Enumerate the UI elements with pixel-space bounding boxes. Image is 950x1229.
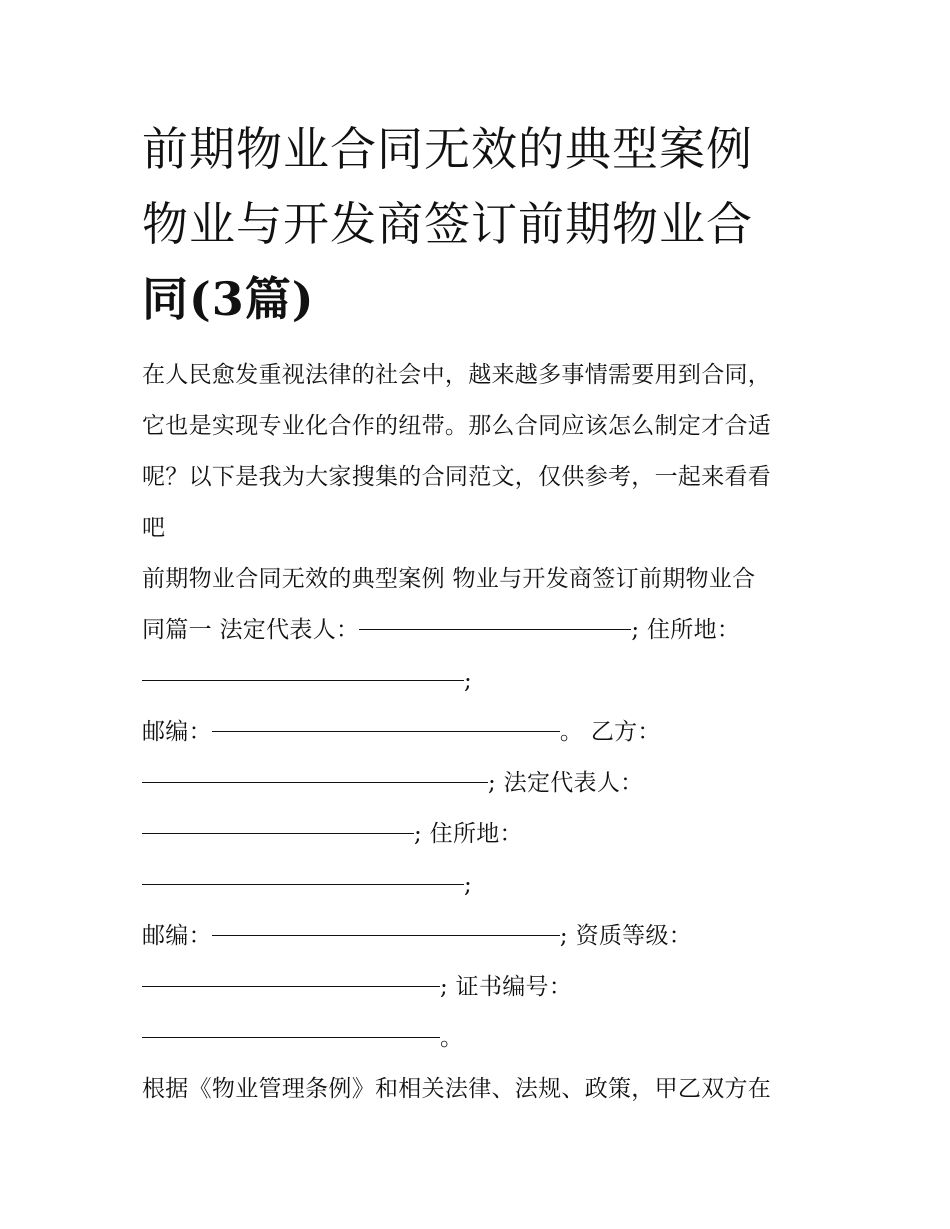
- postcode-label-a: 邮编：: [142, 719, 212, 745]
- certificate-label: ; 证书编号：: [440, 974, 573, 1000]
- certificate-line: [142, 1013, 822, 1064]
- party-b-line: [142, 758, 822, 809]
- address-label-b: ; 住所地：: [414, 821, 523, 847]
- section-heading-line-1: 前期物业合同无效的典型案例 物业与开发商签订前期物业合: [142, 566, 756, 592]
- postcode-blank-b[interactable]: [212, 935, 560, 936]
- party-b-label: 。 乙方：: [559, 719, 661, 745]
- document-page: [142, 112, 822, 1115]
- legal-rep-line-b: [142, 809, 822, 860]
- address-line-b: [142, 860, 822, 911]
- party-b-blank[interactable]: [142, 782, 488, 783]
- legal-rep-blank-b[interactable]: [142, 833, 414, 834]
- postcode-line-a: [142, 707, 822, 758]
- address-blank-a[interactable]: [142, 680, 464, 681]
- contract-body: [142, 554, 822, 1115]
- qualification-blank[interactable]: [142, 986, 440, 987]
- end-period: 。: [440, 1025, 464, 1051]
- qualification-line: [142, 962, 822, 1013]
- semicolon-b: ;: [464, 872, 473, 898]
- legal-rep-label-b: ; 法定代表人：: [488, 770, 644, 796]
- intro-line-2: 它也是实现专业化合作的纽带。那么合同应该怎么制定才合适: [142, 413, 772, 439]
- legal-rep-blank[interactable]: [359, 629, 631, 630]
- address-blank-b[interactable]: [142, 884, 464, 885]
- intro-paragraph: [142, 350, 822, 554]
- postcode-line-b: [142, 911, 822, 962]
- title-line-1: 前期物业合同无效的典型案例: [142, 122, 753, 176]
- intro-line-3: 呢？以下是我为大家搜集的合同范文，仅供参考，一起来看看: [142, 464, 772, 490]
- address-line-a: [142, 656, 822, 707]
- certificate-blank[interactable]: [142, 1037, 440, 1038]
- intro-line-1: 在人民愈发重视法律的社会中，越来越多事情需要用到合同，: [142, 362, 772, 388]
- document-title: [142, 112, 822, 337]
- section-heading-line-2: [142, 605, 822, 656]
- postcode-label-b: 邮编：: [142, 923, 212, 949]
- closing-line: 根据《物业管理条例》和相关法律、法规、政策，甲乙双方在: [142, 1076, 772, 1102]
- intro-line-4: 吧: [142, 515, 166, 541]
- title-line-3: 同(3篇): [142, 272, 315, 326]
- qualification-label: ; 资质等级：: [559, 923, 693, 949]
- postcode-blank-a[interactable]: [212, 731, 560, 732]
- title-line-2: 物业与开发商签订前期物业合: [142, 197, 753, 251]
- address-label: ; 住所地：: [631, 617, 741, 643]
- legal-rep-label: 同篇一 法定代表人：: [142, 617, 360, 643]
- semicolon-a: ;: [464, 668, 473, 694]
